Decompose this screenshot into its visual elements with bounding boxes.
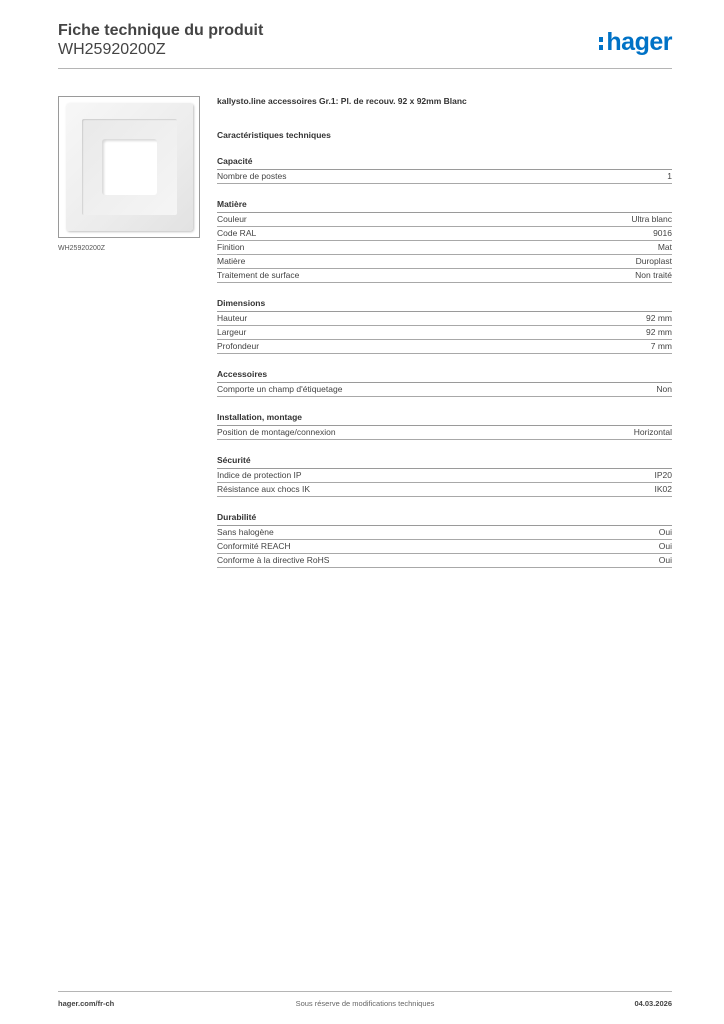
spec-value: Oui — [658, 541, 672, 551]
spec-row — [217, 241, 672, 255]
spec-row — [217, 469, 672, 483]
spec-section — [217, 156, 672, 184]
page-header — [58, 22, 672, 68]
spec-value: IP20 — [654, 470, 672, 480]
header-divider — [58, 68, 672, 69]
spec-label: Code RAL — [217, 228, 257, 238]
cover-plate-image — [66, 103, 193, 231]
spec-value: IK02 — [654, 484, 672, 494]
section-title: Installation, montage — [217, 412, 672, 426]
spec-label: Couleur — [217, 214, 247, 224]
section-title: Sécurité — [217, 455, 672, 469]
spec-row — [217, 312, 672, 326]
product-details — [217, 96, 672, 568]
footer-website-link[interactable]: hager.com/fr-ch — [58, 999, 115, 1008]
spec-value: Duroplast — [635, 256, 672, 266]
spec-value: Non — [656, 384, 672, 394]
specs-sections — [217, 156, 672, 568]
spec-row — [217, 526, 672, 540]
footer-divider — [58, 991, 672, 992]
spec-row — [217, 326, 672, 340]
spec-value: 92 mm — [646, 327, 672, 337]
spec-label: Matière — [217, 256, 246, 266]
spec-row — [217, 426, 672, 440]
spec-section — [217, 369, 672, 397]
image-caption: WH25920200Z — [58, 245, 106, 252]
spec-value: Horizontal — [633, 427, 672, 437]
spec-row — [217, 255, 672, 269]
spec-label: Hauteur — [217, 313, 248, 323]
product-reference: WH25920200Z — [58, 41, 166, 58]
spec-section — [217, 412, 672, 440]
logo-colon-icon — [599, 34, 603, 50]
spec-value: 9016 — [653, 228, 672, 238]
spec-label: Position de montage/connexion — [217, 427, 336, 437]
spec-row — [217, 213, 672, 227]
spec-label: Finition — [217, 242, 245, 252]
spec-value: Oui — [658, 527, 672, 537]
spec-row — [217, 170, 672, 184]
spec-row — [217, 383, 672, 397]
product-description: kallysto.line accessoires Gr.1: Pl. de recouv. 92 x 92mm Blanc — [217, 96, 467, 106]
footer-date: 04.03.2026 — [634, 999, 672, 1008]
spec-row — [217, 540, 672, 554]
spec-label: Sans halogène — [217, 527, 274, 537]
spec-label: Traitement de surface — [217, 270, 300, 280]
spec-value: Non traité — [635, 270, 672, 280]
spec-label: Conforme à la directive RoHS — [217, 555, 330, 565]
section-title: Matière — [217, 199, 672, 213]
section-title: Dimensions — [217, 298, 672, 312]
spec-value: 92 mm — [646, 313, 672, 323]
spec-label: Profondeur — [217, 341, 260, 351]
spec-row — [217, 227, 672, 241]
section-title: Capacité — [217, 156, 672, 170]
spec-row — [217, 483, 672, 497]
spec-value: Ultra blanc — [631, 214, 672, 224]
specs-heading: Caractéristiques techniques — [217, 130, 331, 140]
spec-row — [217, 340, 672, 354]
hager-logo — [599, 28, 672, 56]
spec-label: Largeur — [217, 327, 247, 337]
spec-label: Indice de protection IP — [217, 470, 302, 480]
spec-label: Conformité REACH — [217, 541, 291, 551]
logo-text: hager — [606, 27, 672, 56]
spec-section — [217, 298, 672, 354]
spec-section — [217, 199, 672, 283]
spec-label: Nombre de postes — [217, 171, 287, 181]
spec-label: Comporte un champ d'étiquetage — [217, 384, 343, 394]
spec-label: Résistance aux chocs IK — [217, 484, 311, 494]
product-image — [58, 96, 200, 238]
spec-value: 7 mm — [650, 341, 672, 351]
spec-row — [217, 269, 672, 283]
section-title: Durabilité — [217, 512, 672, 526]
spec-section — [217, 455, 672, 497]
spec-section — [217, 512, 672, 568]
spec-value: 1 — [667, 171, 672, 181]
footer-disclaimer: Sous réserve de modifications techniques — [295, 999, 435, 1008]
spec-row — [217, 554, 672, 568]
document-title: Fiche technique du produit — [58, 22, 264, 39]
spec-value: Oui — [658, 555, 672, 565]
spec-value: Mat — [657, 242, 672, 252]
section-title: Accessoires — [217, 369, 672, 383]
